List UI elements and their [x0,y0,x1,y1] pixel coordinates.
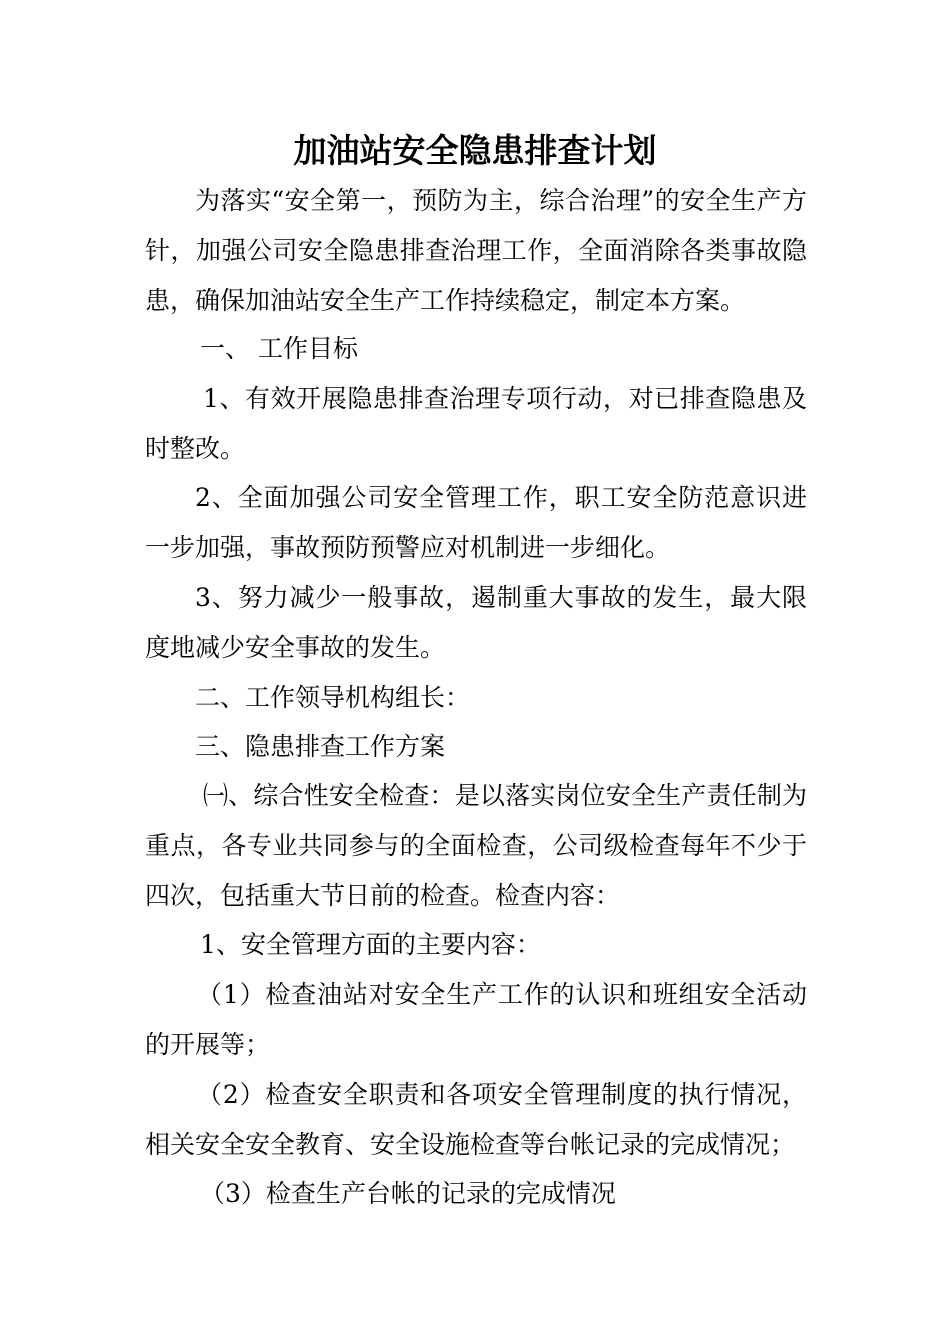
section-heading-work-goals: 一、 工作目标 [200,334,358,363]
inspection-item-3: （3）检查生产台帐的记录的完成情况 [200,1179,616,1208]
section-heading-plan: 三、隐患排查工作方案 [195,732,446,761]
general-inspection-paragraph: ㈠、综合性安全检查：是以落实岗位安全生产责任制为重点，各专业共同参与的全面检查，公司级检查每年不少于四次，包括重大节日前的检查。检查内容： [145,781,807,910]
section-heading-leadership: 二、工作领导机构组长： [195,683,471,712]
inspection-item-2: （2）检查安全职责和各项安全管理制度的执行情况，相关安全安全教育、安全设施检查等台帐记录的完成情况； [145,1080,807,1159]
goal-item-2: 2、全面加强公司安全管理工作，职工安全防范意识进一步加强，事故预防预警应对机制进一步细化。 [145,483,807,562]
goal-item-1: 1、有效开展隐患排查治理专项行动，对已排查隐患及时整改。 [145,384,807,463]
intro-paragraph: 为落实“安全第一，预防为主，综合治理”的安全生产方针，加强公司安全隐患排查治理工作，全面消除各类事故隐患，确保加油站安全生产工作持续稳定，制定本方案。 [145,186,807,315]
inspection-item-1: （1）检查油站对安全生产工作的认识和班组安全活动的开展等； [145,980,807,1059]
management-heading: 1、安全管理方面的主要内容： [200,930,541,959]
document-title: 加油站安全隐患排查计划 [293,131,657,170]
goal-item-3: 3、努力减少一般事故，遏制重大事故的发生，最大限度地减少安全事故的发生。 [145,583,807,662]
